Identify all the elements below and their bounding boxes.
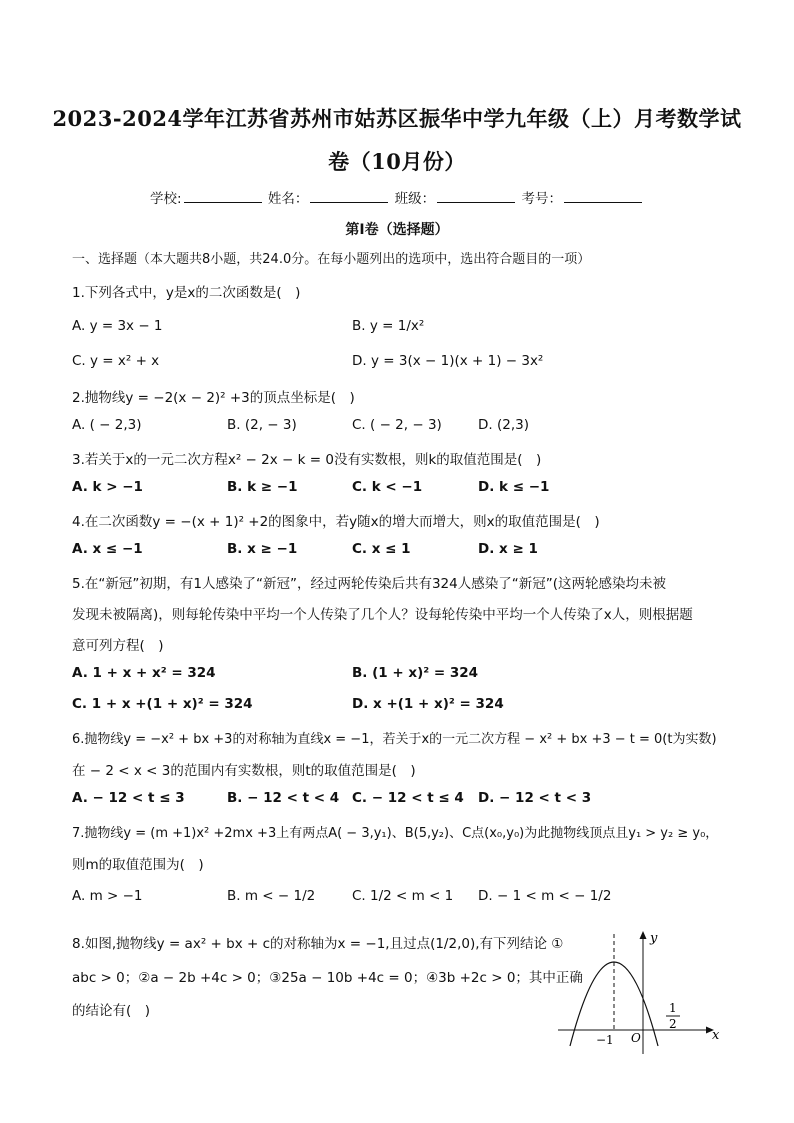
question-1-stem: 1.下列各式中，y是x的二次函数是( ) — [72, 285, 301, 301]
question-8-stem-line1: 8.如图,抛物线y = ax² + bx + c的对称轴为x = −1,且过点(1/2,0),有下列结论 ① — [72, 936, 564, 952]
student-info-row — [0, 187, 794, 207]
q6-option-b: B. − 12 < t < 4 — [227, 790, 340, 806]
number-label: 考号： — [521, 191, 562, 207]
origin-label: O — [631, 1031, 641, 1045]
class-blank — [437, 190, 515, 203]
section-description: 一、选择题（本大题共8小题，共24.0分。在每小题列出的选项中，选出符合题目的一项） — [72, 252, 591, 267]
parabola-figure — [558, 928, 728, 1056]
question-6-stem-line2: 在 − 2 < x < 3的范围内有实数根，则t的取值范围是( ) — [72, 763, 416, 779]
q2-option-c: C. ( − 2, − 3) — [352, 417, 442, 433]
question-5-stem-line3: 意可列方程( ) — [72, 638, 164, 654]
q5-option-b: B. (1 + x)² = 324 — [352, 665, 479, 681]
q4-option-c: C. x ≤ 1 — [352, 541, 411, 557]
number-blank — [564, 190, 642, 203]
q4-option-d: D. x ≥ 1 — [478, 541, 538, 557]
exam-title-line2: 卷（10月份） — [328, 149, 466, 174]
q3-option-d: D. k ≤ −1 — [478, 479, 550, 495]
exam-title-line1: 2023-2024学年江苏省苏州市姑苏区振华中学九年级（上）月考数学试 — [52, 106, 742, 131]
q4-option-b: B. x ≥ −1 — [227, 541, 298, 557]
school-label: 学校: — [150, 191, 182, 207]
question-3-stem: 3.若关于x的一元二次方程x² − 2x − k = 0没有实数根，则k的取值范围是( ) — [72, 452, 542, 468]
q5-option-c: C. 1 + x +(1 + x)² = 324 — [72, 696, 253, 712]
q3-option-a: A. k > −1 — [72, 479, 143, 495]
name-blank — [310, 190, 388, 203]
q7-option-c: C. 1/2 < m < 1 — [352, 888, 454, 904]
q7-option-d: D. − 1 < m < − 1/2 — [478, 888, 612, 904]
x-axis-label: x — [712, 1028, 720, 1043]
q7-option-a: A. m > −1 — [72, 888, 143, 904]
q5-option-a: A. 1 + x + x² = 324 — [72, 665, 216, 681]
q7-option-b: B. m < − 1/2 — [227, 888, 316, 904]
y-axis-label: y — [650, 931, 658, 946]
q2-option-b: B. (2, − 3) — [227, 417, 297, 433]
q2-option-a: A. ( − 2,3) — [72, 417, 142, 433]
q6-option-c: C. − 12 < t ≤ 4 — [352, 790, 464, 806]
q3-option-c: C. k < −1 — [352, 479, 423, 495]
name-label: 姓名： — [267, 191, 309, 207]
class-label: 班级： — [394, 191, 436, 207]
question-5-stem-line1: 5.在“新冠”初期，有1人感染了“新冠”，经过两轮传染后共有324人感染了“新冠”(这两轮感染均未被 — [72, 576, 666, 592]
q6-option-d: D. − 12 < t < 3 — [478, 790, 592, 806]
q4-option-a: A. x ≤ −1 — [72, 541, 143, 557]
section-title: 第I卷（选择题） — [345, 222, 449, 238]
q1-option-b: B. y = 1/x² — [352, 318, 425, 334]
school-blank — [184, 190, 262, 203]
question-8-stem-line2: abc > 0；②a − 2b +4c > 0；③25a − 10b +4c = 0；④3b +2c > 0；其中正确 — [72, 970, 583, 986]
question-8-stem-line3: 的结论有( ) — [72, 1003, 151, 1019]
q6-option-a: A. − 12 < t ≤ 3 — [72, 790, 185, 806]
half-label-denominator: 2 — [669, 1017, 677, 1031]
question-7-stem-line1: 7.抛物线y = (m +1)x² +2mx +3上有两点A( − 3,y₁)、B(5,y₂)、C点(x₀,y₀)为此抛物线顶点且y₁ > y₂ ≥ y₀， — [72, 826, 719, 841]
q5-option-d: D. x +(1 + x)² = 324 — [352, 696, 504, 712]
question-4-stem: 4.在二次函数y = −(x + 1)² +2的图象中，若y随x的增大而增大，则x的取值范围是( ) — [72, 514, 600, 530]
question-6-stem-line1: 6.抛物线y = −x² + bx +3的对称轴为直线x = −1，若关于x的一元二次方程 − x² + bx +3 − t = 0(t为实数) — [72, 732, 717, 747]
q2-option-d: D. (2,3) — [478, 417, 529, 433]
q3-option-b: B. k ≥ −1 — [227, 479, 298, 495]
question-5-stem-line2: 发现未被隔离)，则每轮传染中平均一个人传染了几个人？设每轮传染中平均一个人传染了x人，则根据题 — [72, 607, 693, 623]
half-label-numerator: 1 — [669, 1001, 677, 1015]
question-7-stem-line2: 则m的取值范围为( ) — [72, 857, 204, 873]
q1-option-c: C. y = x² + x — [72, 353, 160, 369]
neg-one-label: −1 — [596, 1033, 614, 1047]
y-axis-arrow-icon — [640, 931, 647, 939]
question-2-stem: 2.抛物线y = −2(x − 2)² +3的顶点坐标是( ) — [72, 390, 355, 406]
q1-option-a: A. y = 3x − 1 — [72, 318, 163, 334]
q1-option-d: D. y = 3(x − 1)(x + 1) − 3x² — [352, 353, 544, 369]
